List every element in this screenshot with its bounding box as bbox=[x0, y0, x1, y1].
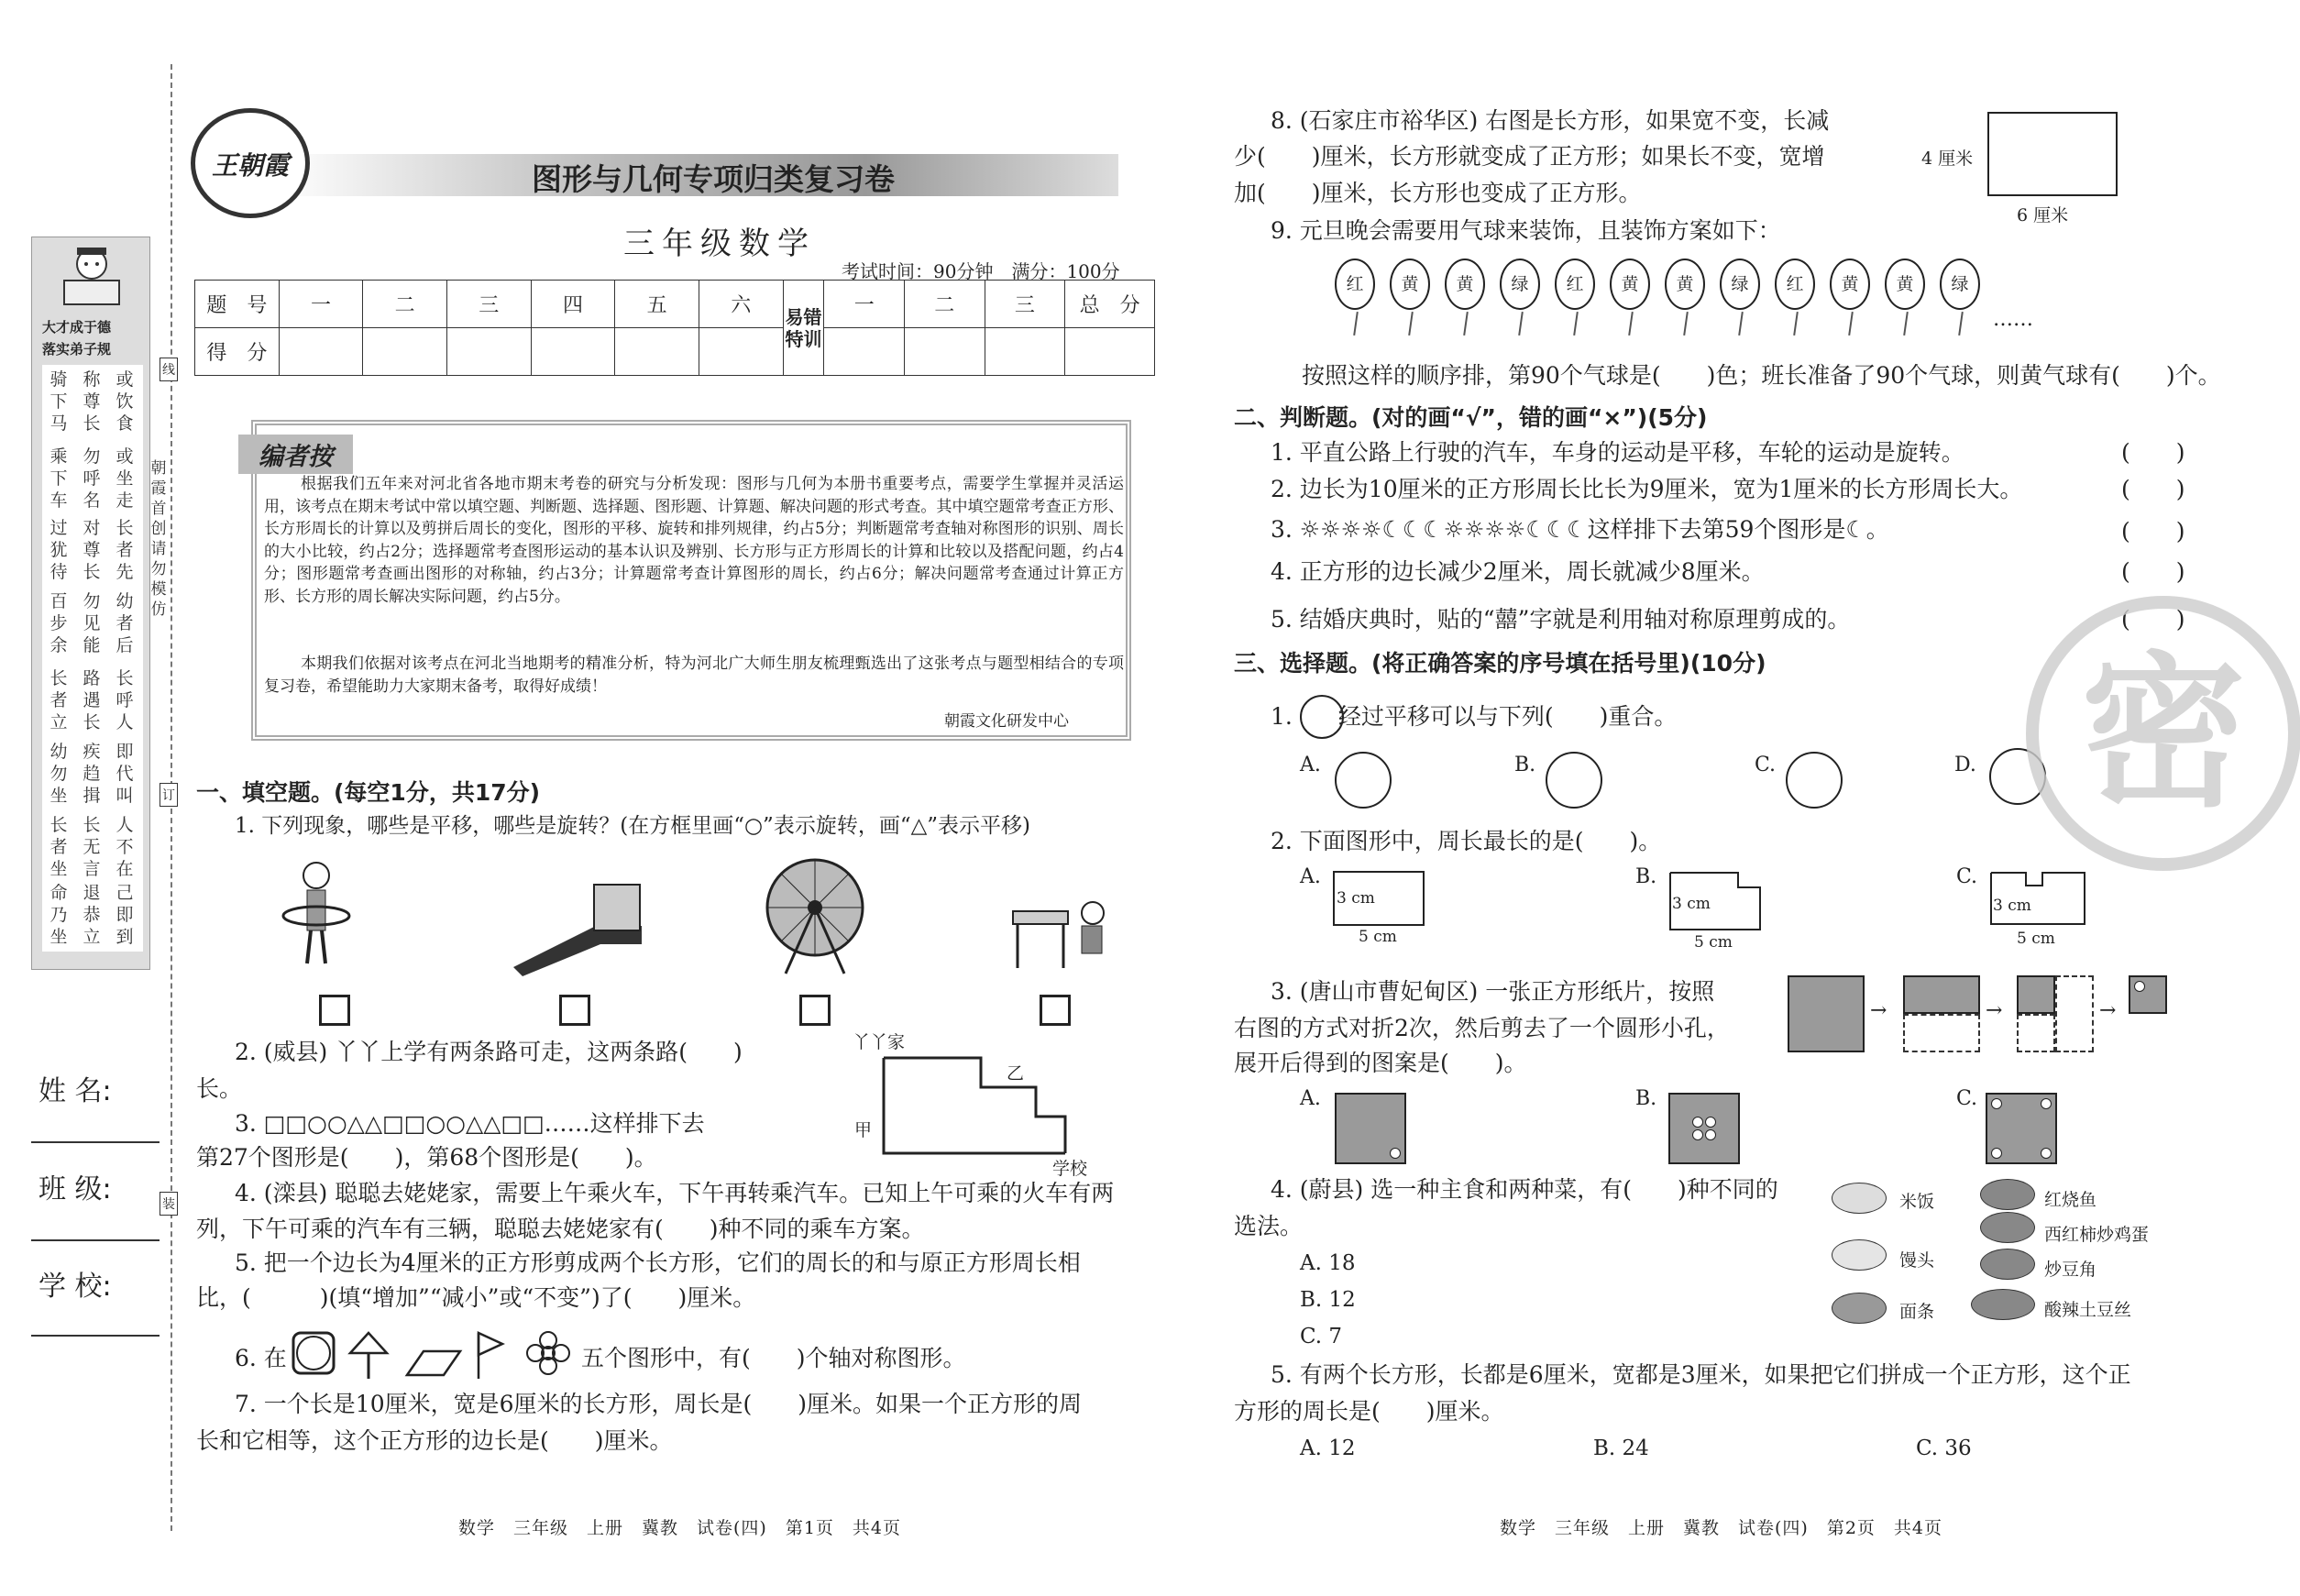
s3-q5-opt[interactable]: C. 36 bbox=[1916, 1436, 1972, 1460]
motto-1: 大才成于德 bbox=[42, 319, 112, 336]
sidebar-col: 长者立 bbox=[50, 668, 68, 732]
paper-fold-2-ghost bbox=[2055, 975, 2094, 1052]
s1-q4b: 列，下午可乘的汽车有三辆，聪聪去姥姥家有( )种不同的乘车方案。 bbox=[196, 1216, 925, 1242]
balloon-ellipsis: …… bbox=[1993, 308, 2033, 331]
judge-blank[interactable]: ( ) bbox=[2121, 476, 2185, 502]
s1-q1: 1. 下列现象，哪些是平移，哪些是旋转？(在方框里画“○”表示旋转，画“△”表示平移) bbox=[235, 814, 1030, 838]
balloon: 绿 bbox=[1940, 259, 1980, 310]
score-cell[interactable] bbox=[985, 328, 1065, 376]
scholar-figure bbox=[55, 244, 128, 308]
score-header: 一 bbox=[279, 281, 363, 328]
s3-q1: 1. 经过平移可以与下列( )重合。 bbox=[1271, 703, 1678, 730]
paper-fold-2-ghost bbox=[2017, 1014, 2055, 1052]
q9a: 9. 元旦晚会需要用气球来装饰，且装饰方案如下： bbox=[1271, 217, 1781, 244]
score-header: 二 bbox=[363, 281, 447, 328]
exam-info: 考试时间：90分钟 满分：100分 bbox=[842, 260, 1120, 282]
class-label: 班 级: bbox=[39, 1173, 112, 1205]
sidebar-col: 长者先 bbox=[116, 518, 134, 582]
judge-item: 3. ☼☼☼☼☾☾☾☼☼☼☼☾☾☾这样排下去第59个图形是☾。 bbox=[1271, 516, 1889, 543]
hole-icon bbox=[2041, 1148, 2052, 1159]
hula-hoop-girl-image bbox=[280, 857, 353, 967]
editor-note-body2: 本期我们依据对该考点在河北当地期考的精准分析，特为河北广大师生朋友梳理甄选出了这张考点与题型相结合的专项复习卷，希望能助力大家期末备考，取得好成绩！ bbox=[264, 655, 1124, 696]
balloon: 黄 bbox=[1885, 259, 1925, 310]
s3-q3a: 3. (唐山市曹妃甸区) 一张正方形纸片，按照 bbox=[1271, 978, 1715, 1005]
s3-q4-opt[interactable]: B. 12 bbox=[1300, 1288, 1356, 1312]
paper-fold-2 bbox=[2017, 975, 2055, 1014]
dish-label: 西红柿炒鸡蛋 bbox=[2044, 1225, 2150, 1245]
answer-box[interactable] bbox=[319, 995, 350, 1026]
class-field[interactable] bbox=[31, 1239, 160, 1241]
balloon: 黄 bbox=[1390, 259, 1430, 310]
brand-logo-text: 王朝霞 bbox=[211, 150, 289, 181]
paper-fold-1-ghost bbox=[1903, 1014, 1980, 1052]
shape-a-height: 3 cm bbox=[1337, 889, 1375, 908]
egg-tomato-image bbox=[1980, 1212, 2035, 1243]
face-option-b-icon bbox=[1546, 752, 1602, 809]
sidebar-col: 勿呼名 bbox=[83, 446, 101, 511]
arrow-icon: → bbox=[1986, 999, 2003, 1022]
name-field[interactable] bbox=[31, 1141, 160, 1143]
secret-stamp-text: 密 bbox=[2080, 636, 2246, 830]
score-header: 三 bbox=[985, 281, 1065, 328]
s3-q3b: 右图的方式对折2次，然后剪去了一个圆形小孔， bbox=[1234, 1015, 1730, 1041]
hole-icon bbox=[1692, 1117, 1703, 1128]
s3-q1-opt[interactable]: D. bbox=[1954, 754, 1976, 776]
sidebar-col: 长呼人 bbox=[116, 668, 134, 732]
s3-q1-opt[interactable]: B. bbox=[1514, 754, 1536, 776]
q8-width-label: 4 厘米 bbox=[1921, 149, 1974, 169]
s3-q4-opt[interactable]: C. 7 bbox=[1300, 1325, 1343, 1348]
paper-fold-1 bbox=[1903, 975, 1980, 1014]
s3-q1-opt[interactable]: C. bbox=[1755, 754, 1777, 776]
balloon: 绿 bbox=[1500, 259, 1540, 310]
dish-label: 红烧鱼 bbox=[2044, 1190, 2097, 1210]
section-3-title: 三、选择题。(将正确答案的序号填在括号里)(10分) bbox=[1234, 650, 1766, 677]
smiley-face-icon bbox=[1300, 695, 1344, 739]
balloon: 黄 bbox=[1830, 259, 1870, 310]
s3-q3-opt[interactable]: A. bbox=[1300, 1087, 1321, 1110]
sidebar-col: 幼勿坐 bbox=[50, 742, 68, 806]
potato-image bbox=[1971, 1289, 2035, 1320]
shape-c-height: 3 cm bbox=[1993, 897, 2031, 915]
editor-note-signature: 朝霞文化研发中心 bbox=[944, 712, 1069, 731]
balloon: 红 bbox=[1775, 259, 1815, 310]
sidebar-col: 幼者后 bbox=[116, 591, 134, 655]
unfold-b bbox=[1668, 1093, 1740, 1164]
score-header: 题 号 bbox=[195, 281, 280, 328]
score-header: 五 bbox=[615, 281, 699, 328]
score-cell[interactable] bbox=[699, 328, 783, 376]
sidebar-col: 即代叫 bbox=[116, 742, 134, 806]
q8c: 加( )厘米，长方形也变成了正方形。 bbox=[1234, 180, 1642, 206]
s3-q5-opt[interactable]: A. 12 bbox=[1300, 1436, 1356, 1460]
s3-q3c: 展开后得到的图案是( )。 bbox=[1234, 1050, 1527, 1076]
q8-rectangle bbox=[1987, 112, 2118, 196]
sidebar-col: 勿见能 bbox=[83, 591, 101, 655]
s3-q5b: 方形的周长是( )厘米。 bbox=[1234, 1398, 1504, 1425]
arrow-icon: → bbox=[1870, 999, 1887, 1022]
sidebar-col: 百步余 bbox=[50, 591, 68, 655]
score-header: 四 bbox=[531, 281, 615, 328]
s1-q3b: 第27个图形是( )，第68个图形是( )。 bbox=[196, 1144, 657, 1171]
rice-image bbox=[1832, 1183, 1887, 1214]
s1-q7a: 7. 一个长是10厘米，宽是6厘米的长方形，周长是( )厘米。如果一个正方形的周 bbox=[235, 1391, 1083, 1417]
sidebar-col: 命乃坐 bbox=[50, 883, 68, 947]
noodle-image bbox=[1832, 1293, 1887, 1324]
s3-q4b: 选法。 bbox=[1234, 1213, 1304, 1239]
score-table bbox=[194, 280, 1155, 376]
shape-b-height: 3 cm bbox=[1672, 895, 1711, 913]
score-header: 总 分 bbox=[1065, 281, 1155, 328]
s1-q3a: 3. □□○○△△□□○○△△□□……这样排下去 bbox=[235, 1110, 705, 1137]
route-label-home: 丫丫家 bbox=[853, 1032, 906, 1052]
s3-q2: 2. 下面图形中，周长最长的是( )。 bbox=[1271, 828, 1662, 854]
judge-blank[interactable]: ( ) bbox=[2121, 439, 2185, 466]
q8b: 少( )厘米，长方形就变成了正方形；如果长不变，宽增 bbox=[1234, 143, 1825, 170]
s3-q2-opt[interactable]: C. bbox=[1956, 865, 1978, 888]
balloon: 绿 bbox=[1720, 259, 1760, 310]
sidebar-col: 人不在 bbox=[116, 815, 134, 879]
judge-item: 4. 正方形的边长减少2厘米，周长就减少8厘米。 bbox=[1271, 558, 1765, 585]
s1-q2b: 长。 bbox=[196, 1075, 243, 1102]
s3-q4a: 4. (蔚县) 选一种主食和两种菜，有( )种不同的 bbox=[1271, 1176, 1778, 1203]
hole-icon bbox=[2134, 981, 2145, 992]
route-map bbox=[843, 1032, 1128, 1179]
sidebar-col: 己即到 bbox=[116, 883, 134, 947]
route-label-a: 甲 bbox=[854, 1120, 873, 1140]
judge-blank[interactable]: ( ) bbox=[2121, 558, 2185, 585]
sidebar-col: 对尊长 bbox=[83, 518, 101, 582]
unfold-a bbox=[1335, 1093, 1406, 1164]
school-label: 学 校: bbox=[39, 1271, 112, 1303]
paper-square bbox=[1788, 975, 1865, 1052]
judge-item: 1. 平直公路上行驶的汽车，车身的运动是平移，车轮的运动是旋转。 bbox=[1271, 439, 1964, 466]
brand-logo bbox=[191, 108, 310, 218]
sidebar-col: 路遇长 bbox=[83, 668, 101, 732]
doc-subtitle: 三年级数学 bbox=[623, 226, 816, 262]
score-cell[interactable] bbox=[824, 328, 905, 376]
hole-icon bbox=[1705, 1117, 1716, 1128]
sidebar-col: 或饮食 bbox=[116, 369, 134, 434]
desk-push-image bbox=[1008, 898, 1114, 972]
score-cell[interactable] bbox=[446, 328, 531, 376]
s3-q3-opt[interactable]: B. bbox=[1635, 1087, 1657, 1110]
score-cell[interactable] bbox=[531, 328, 615, 376]
fish-image bbox=[1980, 1179, 2035, 1210]
s1-q2a: 2. (威县) 丫丫上学有两条路可走，这两条路( ) bbox=[235, 1039, 743, 1065]
section-1-title: 一、填空题。(每空1分，共17分) bbox=[196, 779, 541, 806]
editor-note-body: 根据我们五年来对河北省各地市期末考卷的研究与分析发现：图形与几何为本册书重要考点，需要学生掌握并灵活运用，该考点在期末考试中常以填空题、判断题、选择题、图形题、计算题、解决问题的形式考查。其中填空题常考查正方形、长方形周长的计算以及剪拼后周长的变化，图形的平移、旋转和排列规律，约占5分；判断题常考查轴对称图形的识别、周长的大小比较，约占2分；选择题常考查图形运动的基本认识及辨别、长方形与正方形周长的计算和比较以及搭配问题，约占4分；图形题常考查画出图形的对称轴，约占3分；计算题常考查计算图形的周长，约占6分；解决问题常考查通过计算正方形、长方形的周长解决实际问题，约占5分。 bbox=[264, 475, 1124, 606]
score-header-special: 易错特训 bbox=[783, 281, 824, 376]
sidebar-col: 长无言 bbox=[83, 815, 101, 879]
s1-q6b: 五个图形中，有( )个轴对称图形。 bbox=[581, 1345, 966, 1371]
hole-icon bbox=[1705, 1129, 1716, 1140]
score-cell[interactable] bbox=[615, 328, 699, 376]
hole-icon bbox=[1991, 1148, 2002, 1159]
sidebar-text-block bbox=[42, 365, 143, 952]
answer-box[interactable] bbox=[559, 995, 590, 1026]
route-label-b: 乙 bbox=[1007, 1063, 1025, 1084]
sidebar-col: 乘下车 bbox=[50, 446, 68, 511]
section-2-title: 二、判断题。(对的画“√”，错的画“×”)(5分) bbox=[1234, 404, 1708, 431]
s1-q5b: 比，( )(填“增加”“减小”或“不变”)了( )厘米。 bbox=[196, 1284, 756, 1311]
hole-icon bbox=[1991, 1098, 2002, 1109]
judge-item: 2. 边长为10厘米的正方形周长比长为9厘米，宽为1厘米的长方形周长大。 bbox=[1271, 476, 2023, 502]
beans-image bbox=[1980, 1249, 2035, 1280]
doc-title: 图形与几何专项归类复习卷 bbox=[532, 161, 895, 197]
dish-label: 炒豆角 bbox=[2044, 1260, 2097, 1280]
paper-cut bbox=[2129, 975, 2167, 1014]
secret-stamp bbox=[2026, 596, 2300, 871]
sidebar-col: 退恭立 bbox=[83, 883, 101, 947]
motto-2: 落实弟子规 bbox=[42, 341, 112, 358]
score-cell[interactable] bbox=[279, 328, 363, 376]
answer-box[interactable] bbox=[799, 995, 831, 1026]
shape-a-width: 5 cm bbox=[1359, 928, 1397, 946]
seal-mark: 线 bbox=[160, 358, 178, 381]
s3-q1-opt[interactable]: A. bbox=[1300, 754, 1321, 776]
score-header: 三 bbox=[446, 281, 531, 328]
score-header: 一 bbox=[824, 281, 905, 328]
s3-q3-opt[interactable]: C. bbox=[1956, 1087, 1978, 1110]
balloon: 红 bbox=[1555, 259, 1595, 310]
bun-image bbox=[1832, 1239, 1887, 1271]
shape-c-width: 5 cm bbox=[2017, 930, 2055, 948]
balloon: 黄 bbox=[1665, 259, 1705, 310]
q8-length-label: 6 厘米 bbox=[2017, 205, 2069, 226]
rotated-face-icon bbox=[1335, 752, 1392, 809]
ferris-wheel-image bbox=[763, 853, 868, 976]
s1-q4a: 4. (滦县) 聪聪去姥姥家，需要上午乘火车，下午再转乘汽车。已知上午可乘的火车有两 bbox=[235, 1180, 1115, 1206]
sidebar-col: 骑下马 bbox=[50, 369, 68, 434]
escalator-image bbox=[513, 875, 642, 976]
s1-q5a: 5. 把一个边长为4厘米的正方形剪成两个长方形，它们的周长的和与原正方形周长相 bbox=[235, 1249, 1081, 1276]
hole-icon bbox=[2041, 1098, 2052, 1109]
balloon: 红 bbox=[1335, 259, 1375, 310]
s3-q5a: 5. 有两个长方形，长都是6厘米，宽都是3厘米，如果把它们拼成一个正方形，这个正 bbox=[1271, 1361, 2131, 1388]
sidebar-col: 称尊长 bbox=[83, 369, 101, 434]
sidebar-col: 疾趋揖 bbox=[83, 742, 101, 806]
face-option-c-icon bbox=[1786, 752, 1843, 809]
copyright-note: 朝霞首创 请勿模仿 bbox=[150, 459, 182, 619]
sidebar-col: 长者坐 bbox=[50, 815, 68, 879]
s1-q6a: 6. 在 bbox=[235, 1345, 287, 1371]
score-row-label: 得 分 bbox=[195, 328, 280, 376]
score-header: 二 bbox=[904, 281, 985, 328]
unfold-c bbox=[1986, 1093, 2057, 1164]
score-cell[interactable] bbox=[363, 328, 447, 376]
s3-q5-opt[interactable]: B. 24 bbox=[1593, 1436, 1649, 1460]
judge-blank[interactable]: ( ) bbox=[2121, 518, 2185, 545]
footer-left: 数学 三年级 上册 冀教 试卷(四) 第1页 共4页 bbox=[458, 1518, 902, 1538]
s3-q2-opt[interactable]: A. bbox=[1300, 865, 1321, 888]
seal-mark: 订 bbox=[160, 783, 178, 807]
food-label: 米饭 bbox=[1899, 1192, 1935, 1212]
balloon: 黄 bbox=[1610, 259, 1650, 310]
s3-q4-opt[interactable]: A. 18 bbox=[1300, 1251, 1356, 1275]
sidebar-col: 或坐走 bbox=[116, 446, 134, 511]
score-cell[interactable] bbox=[904, 328, 985, 376]
arrow-icon: → bbox=[2099, 999, 2117, 1022]
dish-label: 酸辣土豆丝 bbox=[2044, 1300, 2132, 1320]
judge-blank[interactable]: ( ) bbox=[2121, 606, 2185, 633]
name-label: 姓 名: bbox=[39, 1075, 112, 1107]
food-label: 馒头 bbox=[1899, 1250, 1935, 1271]
s1-q7b: 长和它相等，这个正方形的边长是( )厘米。 bbox=[196, 1427, 673, 1454]
school-field[interactable] bbox=[31, 1335, 160, 1337]
score-cell[interactable] bbox=[1065, 328, 1155, 376]
hole-icon bbox=[1692, 1129, 1703, 1140]
score-header: 六 bbox=[699, 281, 783, 328]
balloon: 黄 bbox=[1445, 259, 1485, 310]
q8a: 8. (石家庄市裕华区) 右图是长方形，如果宽不变，长减 bbox=[1271, 107, 1830, 134]
hole-icon bbox=[1390, 1148, 1401, 1159]
food-label: 面条 bbox=[1899, 1302, 1935, 1322]
editor-note-heading: 编者按 bbox=[238, 435, 353, 474]
shape-b-width: 5 cm bbox=[1694, 933, 1733, 952]
s3-q2-opt[interactable]: B. bbox=[1635, 865, 1657, 888]
seal-mark: 装 bbox=[160, 1192, 178, 1216]
answer-box[interactable] bbox=[1040, 995, 1071, 1026]
route-label-school: 学校 bbox=[1052, 1159, 1088, 1179]
q9b: 按照这样的顺序排，第90个气球是( )色；班长准备了90个气球，则黄气球有( )个。 bbox=[1302, 362, 2221, 389]
sidebar-col: 过犹待 bbox=[50, 518, 68, 582]
symmetry-shapes bbox=[290, 1327, 574, 1382]
footer-right: 数学 三年级 上册 冀教 试卷(四) 第2页 共4页 bbox=[1500, 1518, 1943, 1538]
judge-item: 5. 结婚庆典时，贴的“囍”字就是利用轴对称原理剪成的。 bbox=[1271, 606, 1851, 633]
